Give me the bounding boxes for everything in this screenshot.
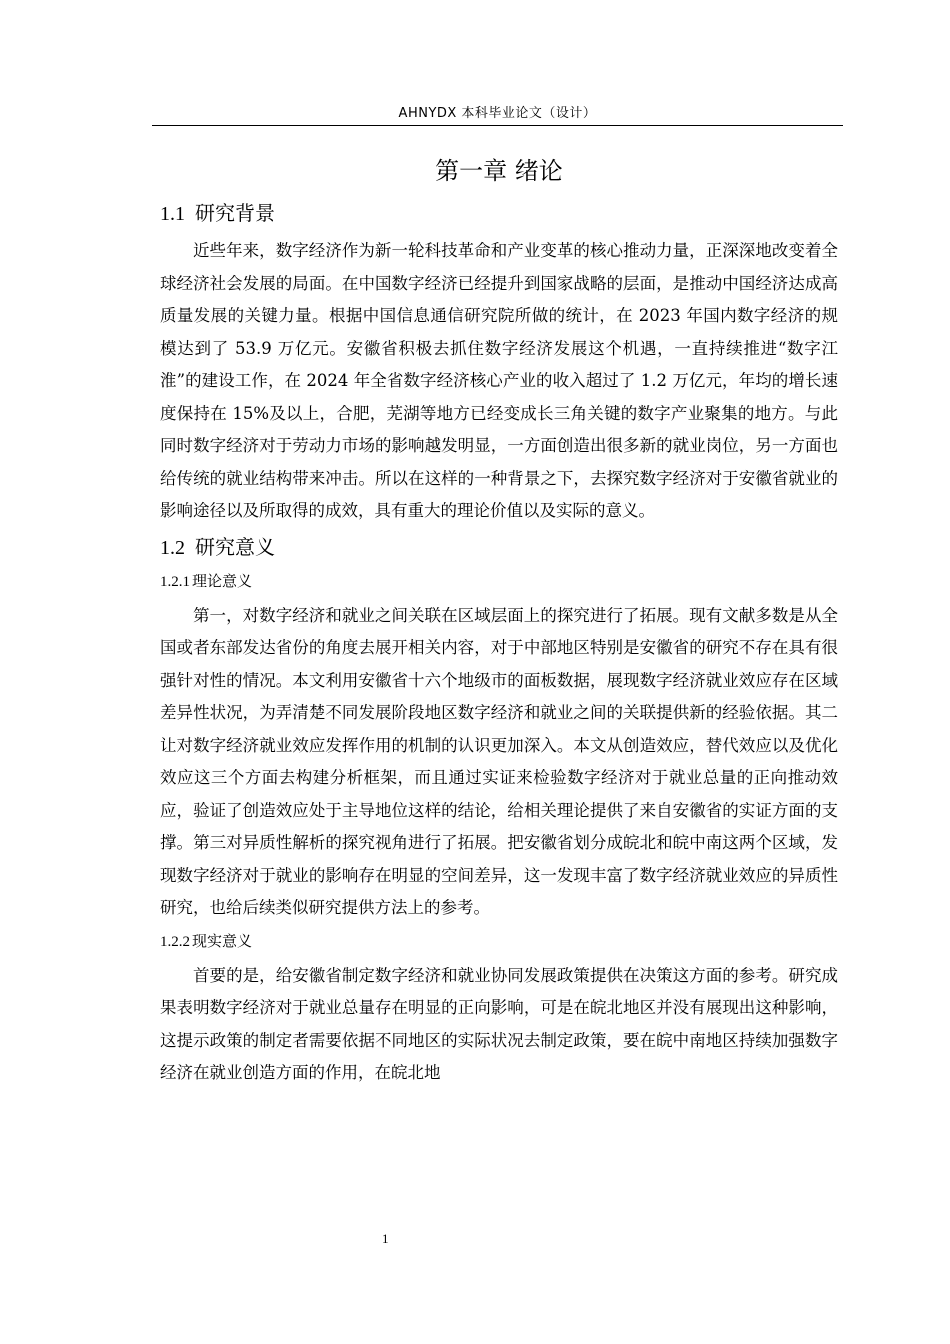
research-background-paragraph: 近些年来，数字经济作为新一轮科技革命和产业变革的核心推动力量，正深深地改变着全球经济社会发展的局面。在中国数字经济已经提升到国家战略的层面，是推动中国经济达成高质量发展的关键力量。根据中国信息通信研究院所做的统计，在 2023 年国内数字经济的规模达到了 53.9 万亿元。安徽省积极去抓住数字经济发展这个机遇，一直持续推进“数字江淮”的建设工作，在 2024 年全省数字经济核心产业的收入超过了 1.2 万亿元，年均的增长速度保持在 15%及以上，合肥，芜湖等地方已经变成长三角关键的数字产业聚集的地方。与此同时数字经济对于劳动力市场的影响越发明显，一方面创造出很多新的就业岗位，另一方面也给传统的就业结构带来冲击。所以在这样的一种背景之下，去探究数字经济对于安徽省就业的影响途径以及所取得的成效，具有重大的理论价值以及实际的意义。 bbox=[160, 241, 838, 520]
section-number: 1.1 bbox=[160, 203, 185, 225]
chapter-title: 第一章 绪论 bbox=[435, 157, 563, 185]
theoretical-significance-paragraph: 第一，对数字经济和就业之间关联在区域层面上的探究进行了拓展。现有文献多数是从全国或者东部发达省份的角度去展开相关内容，对于中部地区特别是安徽省的研究不存在具有很强针对性的情况。本文利用安徽省十六个地级市的面板数据，展现数字经济就业效应存在区域差异性状况，为弄清楚不同发展阶段地区数字经济和就业之间的关联提供新的经验依据。其二让对数字经济就业效应发挥作用的机制的认识更加深入。本文从创造效应，替代效应以及优化效应这三个方面去构建分析框架，而且通过实证来检验数字经济对于就业总量的正向推动效应，验证了创造效应处于主导地位这样的结论，给相关理论提供了来自安徽省的实证方面的支撑。第三对异质性解析的探究视角进行了拓展。把安徽省划分成皖北和皖中南这两个区域，发现数字经济对于就业的影响存在明显的空间差异，这一发现丰富了数字经济就业效应的异质性研究，也给后续类似研究提供方法上的参考。 bbox=[160, 605, 838, 917]
section-heading-1-1 bbox=[160, 198, 838, 229]
section-heading-1-2 bbox=[160, 532, 838, 563]
subsection-title: 理论意义 bbox=[192, 571, 253, 590]
header-rule bbox=[152, 125, 843, 126]
subsection-number: 1.2.1 bbox=[160, 573, 190, 590]
practical-significance-paragraph: 首要的是，给安徽省制定数字经济和就业协同发展政策提供在决策这方面的参考。研究成果表明数字经济对于就业总量存在明显的正向影响，可是在皖北地区并没有展现出这种影响，这提示政策的制定者需要依据不同地区的实际状况去制定政策，要在皖中南地区持续加强数字经济在就业创造方面的作用，在皖北地 bbox=[160, 965, 838, 1082]
section-title: 研究意义 bbox=[195, 534, 275, 559]
section-title: 研究背景 bbox=[195, 201, 275, 225]
page-number: 1 bbox=[382, 1231, 389, 1246]
section-number: 1.2 bbox=[160, 536, 185, 559]
subsection-title: 现实意义 bbox=[192, 931, 253, 950]
running-header: AHNYDX 本科毕业论文（设计） bbox=[398, 106, 597, 121]
subsection-heading-1-2-2 bbox=[160, 929, 838, 954]
subsection-heading-1-2-1 bbox=[160, 569, 838, 594]
subsection-number: 1.2.2 bbox=[160, 933, 190, 950]
page-content bbox=[160, 150, 838, 1090]
